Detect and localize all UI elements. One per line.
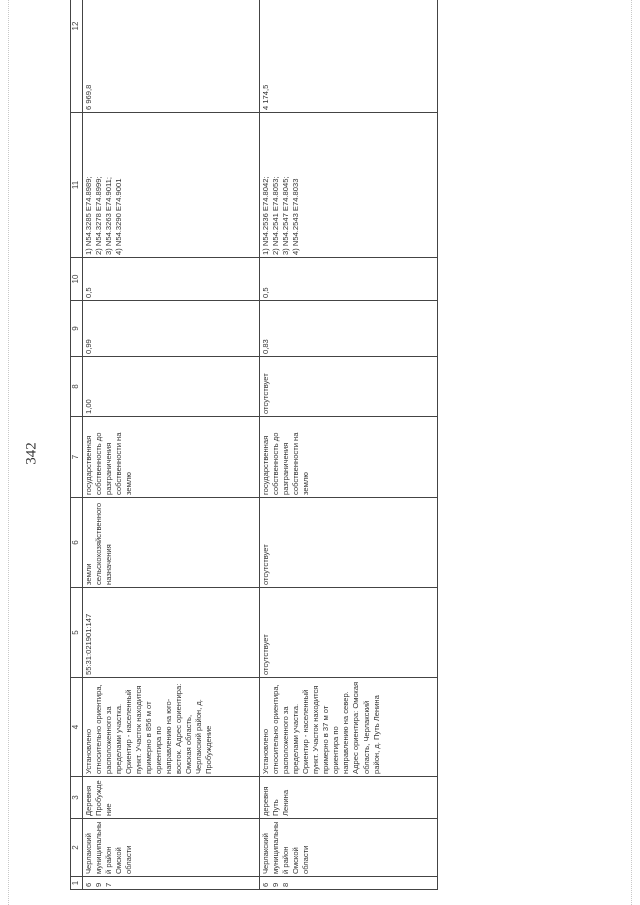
table-row — [260, 0, 438, 890]
settlement: Деревня Пробуждение — [82, 777, 260, 819]
column-header: 3 — [71, 777, 83, 819]
value-col-8: 1,00 — [82, 357, 260, 417]
scan-edge-left — [8, 0, 9, 905]
location-description: Установлено относительно ориентира, расположенного за пределами участка. Ориентир - населенный пункт. Участок находится примерно в 856 м от ориентира по направлению на юго-восток. Адрес ориентира: Омская область, Черлакский район, д. Пробуждение — [82, 678, 260, 777]
ownership-form: государственная собственность до разграничения собственности на землю — [82, 417, 260, 498]
column-header: 10 — [71, 258, 83, 301]
column-header: 2 — [71, 819, 83, 877]
column-header: 4 — [71, 678, 83, 777]
column-header: 5 — [71, 588, 83, 678]
coordinates: 1) N54.3285 E74.8989; 2) N54.3278 E74.8999; 3) N54.3263 E74.9011; 4) N54.3290 E74.9001 — [82, 113, 260, 258]
value-col-8: отсутствует — [260, 357, 438, 417]
land-plot-table — [70, 0, 438, 890]
header-row — [71, 0, 83, 890]
cadastral-number: 55:31:021901:147 — [82, 588, 260, 678]
municipal-district: Черлакский муниципальный район Омской области — [260, 819, 438, 877]
land-category: земли сельскохозяйственного назначения — [82, 498, 260, 588]
table-row — [82, 0, 260, 890]
row-number: 697 — [82, 877, 260, 890]
column-header: 11 — [71, 113, 83, 258]
column-header: 7 — [71, 417, 83, 498]
value-col-12: 6 969,8 — [82, 0, 260, 113]
column-header: 6 — [71, 498, 83, 588]
scan-edge-right — [631, 0, 632, 905]
column-header: 1 — [71, 877, 83, 890]
location-description: Установлено относительно ориентира, расположенного за пределами участка. Ориентир - населенный пункт. Участок находится примерно в 37 м от ориентира по направлению на север. Адрес ориентира: Омская область, Черлакский район, д. Путь Ленина — [260, 678, 438, 777]
land-plot-table-area — [70, 21, 438, 890]
value-col-9: 0,99 — [82, 301, 260, 357]
value-col-12: 4 174,5 — [260, 0, 438, 113]
land-category: отсутствует — [260, 498, 438, 588]
municipal-district: Черлакский муниципальный район Омской области — [82, 819, 260, 877]
rotated-table-container — [70, 21, 438, 890]
ownership-form: государственная собственность до разграничения собственности на землю — [260, 417, 438, 498]
row-number: 698 — [260, 877, 438, 890]
settlement: деревня Путь Ленина — [260, 777, 438, 819]
column-header: 9 — [71, 301, 83, 357]
column-header: 12 — [71, 0, 83, 113]
cadastral-number: отсутствует — [260, 588, 438, 678]
column-header: 8 — [71, 357, 83, 417]
value-col-10: 0,5 — [82, 258, 260, 301]
value-col-9: 0,83 — [260, 301, 438, 357]
page-number: 342 — [23, 442, 40, 465]
coordinates: 1) N54.2536 E74.8042; 2) N54.2541 E74.8053; 3) N54.2547 E74.8045; 4) N54.2543 E74.8033 — [260, 113, 438, 258]
value-col-10: 0,5 — [260, 258, 438, 301]
